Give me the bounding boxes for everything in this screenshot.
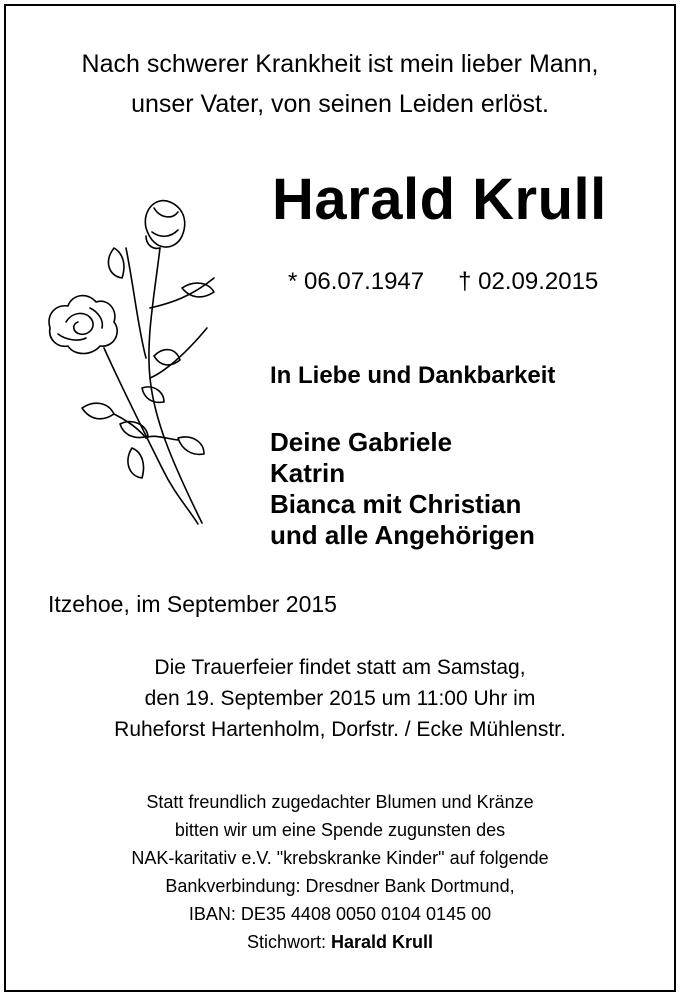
donation-line: NAK-karitativ e.V. "krebskranke Kinder" auf folgende (131, 848, 549, 868)
donation-info (6, 788, 674, 956)
donation-line: IBAN: DE35 4408 0050 0104 0145 00 (188, 904, 492, 924)
obituary-card (4, 4, 676, 992)
birth-date: * 06.07.1947 (288, 268, 425, 295)
signer: und alle Angehörigen (270, 520, 535, 550)
deceased-name: Harald Krull (272, 167, 607, 232)
intro-line: Nach schwerer Krankheit ist mein lieber Mann, (81, 50, 599, 78)
death-date: † 02.09.2015 (458, 268, 599, 295)
signer: Bianca mit Christian (270, 489, 522, 519)
leaf (82, 403, 114, 419)
dedication-line: In Liebe und Dankbarkeit (270, 362, 556, 389)
life-dates (288, 268, 598, 296)
rose-bud (145, 201, 184, 247)
leaf (108, 248, 123, 278)
signers-list (270, 427, 535, 551)
leaf (154, 350, 180, 365)
donation-line: Bankverbindung: Dresdner Bank Dortmund, (165, 876, 515, 896)
rose-stem (126, 248, 146, 358)
leaf (128, 448, 144, 478)
signer: Deine Gabriele (270, 427, 453, 457)
intro-text (6, 44, 674, 124)
intro-line: unser Vater, von seinen Leiden erlöst. (131, 90, 549, 118)
donation-line: Statt freundlich zugedachter Blumen und Kränze (146, 792, 534, 812)
ceremony-line: Ruheforst Hartenholm, Dorfstr. / Ecke Mühlenstr. (114, 718, 566, 741)
ceremony-line: Die Trauerfeier findet statt am Samstag, (154, 656, 526, 679)
place-date: Itzehoe, im September 2015 (48, 591, 337, 617)
rose-bloom (49, 296, 117, 354)
keyword-line (6, 928, 674, 956)
donation-line: bitten wir um eine Spende zugunsten des (174, 820, 506, 840)
leaf (178, 437, 204, 454)
ceremony-line: den 19. September 2015 um 11:00 Uhr im (144, 687, 536, 710)
rose-stem (149, 248, 202, 523)
keyword-label: Stichwort: (246, 932, 326, 952)
signer: Katrin (270, 458, 346, 488)
ceremony-info (6, 652, 674, 745)
keyword-value: Harald Krull (331, 932, 434, 952)
rose-drawing (42, 188, 222, 528)
